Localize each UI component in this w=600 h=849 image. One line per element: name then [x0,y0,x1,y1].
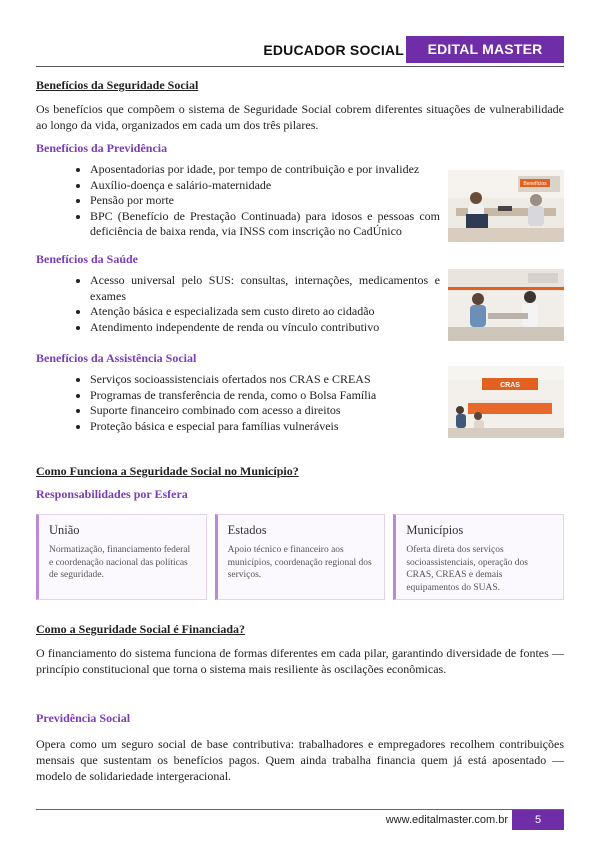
saude-list [36,273,440,335]
list-item: • Suporte financeiro combinado com acesso a direitos [90,403,440,419]
footer-divider [36,809,564,810]
saude-block [36,273,564,341]
previdencia-social-text: Opera como um seguro social de base contributiva: trabalhadores e empregadores recolhem contribuições mensais que sustentam os benefícios pagos. Quem ainda trabalha financia quem já está aposentado — modelo de solidariedade intergeracional. [36,737,564,783]
list-item: • Aposentadorias por idade, por tempo de contribuição e por invalidez [90,162,440,178]
header-brand-badge: EDITAL MASTER [406,36,564,63]
list-item: • Atenção básica e especializada sem custo direto ao cidadão [90,304,440,320]
list-item: • BPC (Benefício de Prestação Continuada) para idosos e pessoas com deficiência de baixa renda, via INSS com inscrição no CadÚnico [90,209,440,240]
list-item: • Proteção básica e especial para famílias vulneráveis [90,419,440,435]
subtitle-saude: Benefícios da Saúde [36,252,139,266]
list-item: • Serviços socioassistenciais ofertados nos CRAS e CREAS [90,372,440,388]
card-text: Normatização, financiamento federal e coordenação nacional das políticas de seguridade. [49,545,191,580]
page-number: 5 [512,810,564,830]
page-header [36,36,564,67]
previdencia-office-photo [448,170,564,242]
list-item: • Auxílio-doença e salário-maternidade [90,178,440,194]
section-heading-beneficios: Benefícios da Seguridade Social [36,78,199,92]
subtitle-assistencia: Benefícios da Assistência Social [36,351,197,365]
card-municipios [393,514,564,600]
card-title: Municípios [406,523,464,537]
card-text: Oferta direta dos serviços socioassistenciais, operação dos CRAS, CREAS e demais equipamentos do SUAS. [406,545,528,593]
card-uniao [36,514,207,600]
beneficios-intro: Os benefícios que compõem o sistema de Seguridade Social cobrem diferentes situações de vulnerabilidade ao longo da vida, organizados em cada um dos três pilares. [36,102,564,132]
subtitle-previdencia: Benefícios da Previdência [36,141,168,155]
assistencia-list [36,372,440,434]
financiamento-text: O financiamento do sistema funciona de formas diferentes em cada pilar, garantindo diversidade de fontes — princípio constitucional que torna o sistema mais resiliente às oscilações econômicas. [36,646,564,676]
photo-sign-text: Benefícios [523,181,547,187]
section-heading-financiamento: Como a Seguridade Social é Financiada? [36,622,246,636]
saude-clinic-photo [448,269,564,341]
list-item: • Pensão por morte [90,193,440,209]
subtitle-previdencia-social: Previdência Social [36,711,131,725]
previdencia-list [36,162,440,240]
photo-sign-text: CRAS [500,382,520,389]
section-heading-municipio: Como Funciona a Seguridade Social no Município? [36,464,299,478]
assistencia-block [36,372,564,438]
esferas-cards [36,514,564,600]
card-text: Apoio técnico e financeiro aos municípios, coordenação regional dos serviços. [227,545,372,580]
previdencia-block [36,162,564,242]
subtitle-esferas: Responsabilidades por Esfera [36,487,188,501]
card-estados [215,514,386,600]
header-title: EDUCADOR SOCIAL [263,42,404,58]
list-item: • Atendimento independente de renda ou vínculo contributivo [90,320,440,336]
footer-url: www.editalmaster.com.br [385,814,508,826]
list-item: • Programas de transferência de renda, como o Bolsa Família [90,388,440,404]
card-title: União [49,523,80,537]
cras-reception-photo [448,366,564,438]
list-item: • Acesso universal pelo SUS: consultas, internações, medicamentos e exames [90,273,440,304]
card-title: Estados [227,523,267,537]
page-content [36,78,564,784]
